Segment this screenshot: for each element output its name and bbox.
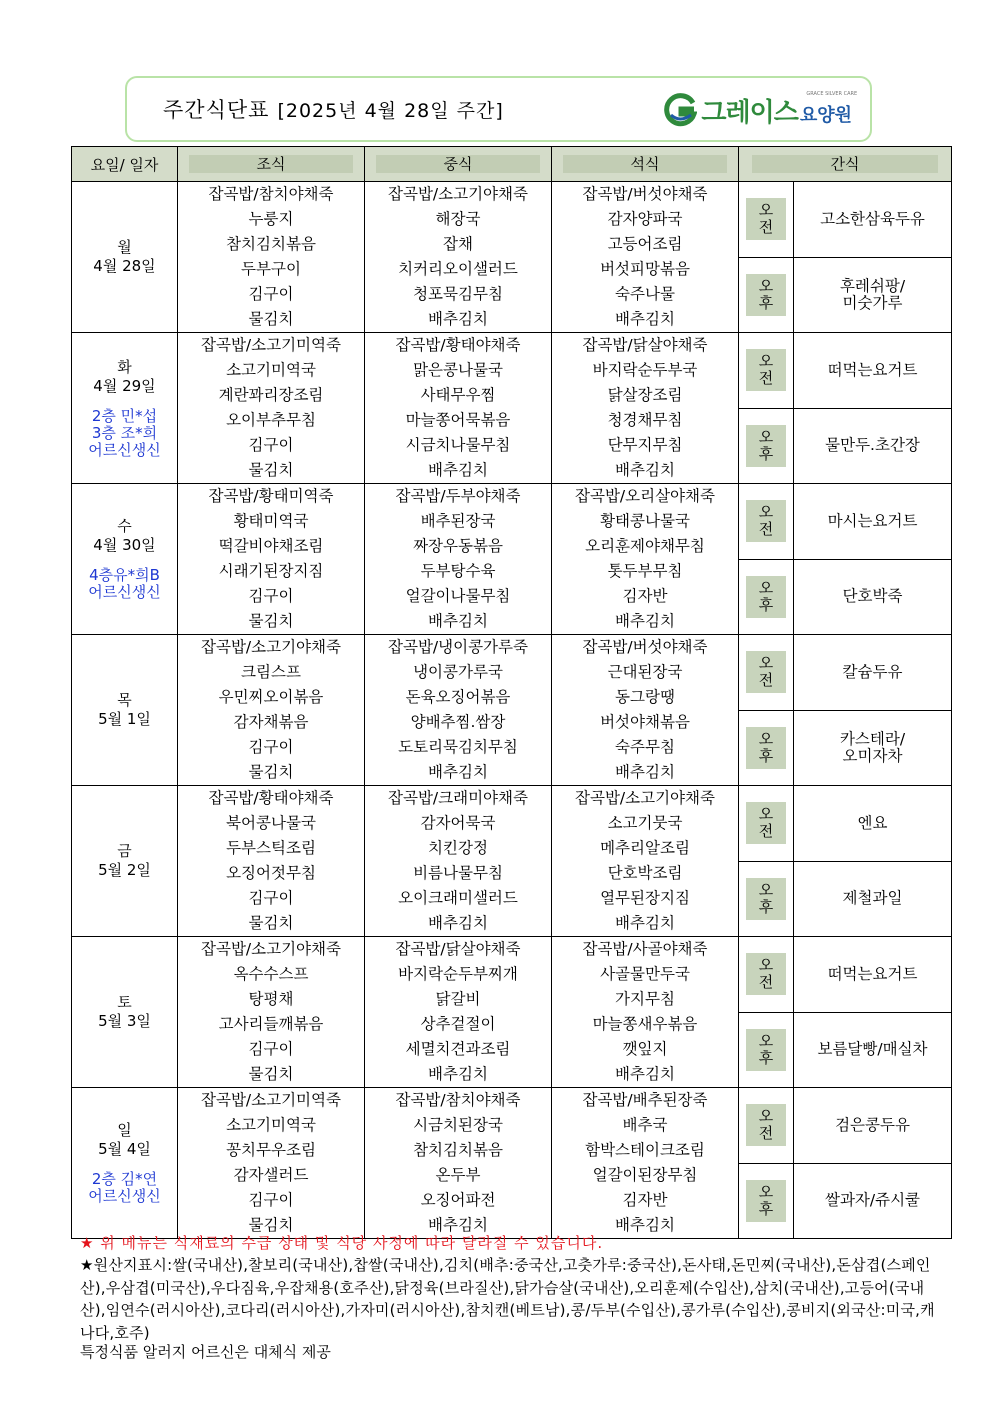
breakfast-item: 북어콩나물국	[226, 814, 316, 832]
day-cell	[72, 333, 178, 484]
notice: ★ 위 메뉴는 식재료의 수급 상태 및 식당 사정에 따라 달라질 수 있습니다.	[80, 1234, 604, 1252]
breakfast-item: 고사리들깨볶음	[218, 1015, 324, 1033]
breakfast-item: 물김치	[248, 612, 294, 630]
lunch-item: 해장국	[435, 210, 481, 228]
breakfast-item: 물김치	[248, 461, 294, 479]
time-pm-label: 오 후	[746, 1029, 786, 1071]
breakfast-cell	[178, 786, 365, 937]
time-am-label: 오 전	[746, 802, 786, 844]
title-box	[125, 76, 872, 142]
title-main: 주간식단표	[163, 98, 270, 122]
breakfast-cell	[178, 182, 365, 333]
title-week: [2025년 4월 28일 주간]	[277, 100, 504, 122]
breakfast-item: 감자채볶음	[233, 713, 309, 731]
dinner-item: 배추김치	[615, 612, 675, 630]
dinner-cell	[552, 333, 739, 484]
dinner-cell	[552, 635, 739, 786]
lunch-item: 냉이콩가루국	[413, 663, 503, 681]
header-breakfast	[178, 147, 365, 182]
day-date: 4월 28일	[93, 257, 156, 275]
time-am-cell	[739, 182, 794, 258]
dinner-item: 얼갈이된장무침	[592, 1166, 698, 1184]
lunch-item: 비름나물무침	[413, 864, 503, 882]
dinner-item: 동그랑땡	[615, 688, 675, 706]
lunch-cell	[365, 484, 552, 635]
time-pm-cell	[739, 559, 794, 635]
breakfast-item: 시래기된장지짐	[218, 562, 324, 580]
lunch-cell	[365, 333, 552, 484]
dinner-item: 배추국	[622, 1116, 668, 1134]
lunch-item: 잡곡밥/참치야채죽	[395, 1091, 521, 1109]
snack-am: 떠먹는요거트	[794, 937, 952, 1013]
breakfast-item: 참치김치볶음	[226, 235, 316, 253]
day-name: 화	[117, 357, 132, 376]
header-snack-label: 간식	[752, 155, 939, 173]
snack-pm: 카스테라/ 오미자차	[794, 710, 952, 786]
lunch-item: 잡곡밥/황태야채죽	[395, 336, 521, 354]
time-pm-label: 오 후	[746, 274, 786, 316]
breakfast-item: 물김치	[248, 763, 294, 781]
header-lunch-label: 중식	[376, 155, 540, 173]
lunch-item: 얼갈이나물무침	[405, 587, 511, 605]
breakfast-item: 잡곡밥/황태미역죽	[208, 487, 334, 505]
time-am-cell	[739, 635, 794, 711]
breakfast-item: 김구이	[248, 285, 294, 303]
dinner-item: 오리훈제야채무침	[585, 537, 705, 555]
snack-am: 칼슘두유	[794, 635, 952, 711]
lunch-cell	[365, 786, 552, 937]
lunch-cell	[365, 1088, 552, 1239]
breakfast-item: 잡곡밥/소고기미역죽	[201, 336, 341, 354]
day-name: 토	[117, 993, 132, 1011]
birthday-note: 2층 민*섭 3층 조*희 어르신생신	[88, 406, 161, 459]
lunch-item: 잡곡밥/소고기야채죽	[388, 185, 528, 203]
breakfast-item: 오징어젓무침	[226, 864, 316, 882]
day-name: 수	[117, 517, 132, 535]
dinner-item: 마늘쫑새우볶음	[592, 1015, 698, 1033]
lunch-item: 돈육오징어볶음	[405, 688, 511, 706]
breakfast-item: 소고기미역국	[226, 1116, 316, 1134]
snack-am: 고소한삼육두유	[794, 182, 952, 258]
dinner-item: 바지락순두부국	[592, 361, 698, 379]
time-am-cell	[739, 786, 794, 862]
logo-sub: 요양원	[799, 104, 852, 126]
lunch-item: 치커리오이샐러드	[398, 260, 518, 278]
dinner-cell	[552, 937, 739, 1088]
day-row-am	[72, 1088, 952, 1164]
header-dinner-label: 석식	[563, 155, 727, 173]
time-pm-label: 오 후	[746, 727, 786, 769]
dinner-item: 김자반	[622, 1191, 668, 1209]
day-name: 일	[117, 1121, 132, 1139]
lunch-item: 잡곡밥/두부야채죽	[395, 487, 521, 505]
snack-pm: 물만두.초간장	[794, 408, 952, 484]
lunch-item: 오이크래미샐러드	[398, 889, 518, 907]
dinner-item: 숙주나물	[615, 285, 675, 303]
day-cell	[72, 635, 178, 786]
dinner-item: 배추김치	[615, 914, 675, 932]
logo	[663, 90, 858, 130]
breakfast-item: 잡곡밥/소고기야채죽	[201, 638, 341, 656]
day-date: 5월 4일	[98, 1140, 151, 1158]
snack-am: 마시는요거트	[794, 484, 952, 560]
lunch-cell	[365, 182, 552, 333]
breakfast-item: 우민찌오이볶음	[218, 688, 324, 706]
time-am-cell	[739, 333, 794, 409]
time-pm-cell	[739, 710, 794, 786]
day-name: 월	[117, 238, 132, 256]
time-am-label: 오 전	[746, 198, 786, 240]
logo-text	[701, 90, 858, 129]
breakfast-item: 누룽지	[248, 210, 294, 228]
day-date: 5월 3일	[98, 1012, 151, 1030]
breakfast-item: 크림스프	[241, 663, 301, 681]
lunch-item: 사태무우찜	[420, 386, 496, 404]
dinner-item: 숙주무침	[615, 738, 675, 756]
breakfast-item: 두부스틱조림	[226, 839, 316, 857]
breakfast-item: 옥수수스프	[233, 965, 309, 983]
day-date: 4월 29일	[93, 376, 156, 395]
dinner-item: 근대된장국	[607, 663, 683, 681]
snack-am: 엔요	[794, 786, 952, 862]
logo-name: 그레이스	[701, 97, 798, 128]
time-pm-label: 오 후	[746, 425, 786, 467]
day-row-am	[72, 333, 952, 409]
time-pm-label: 오 후	[746, 576, 786, 618]
breakfast-item: 물김치	[248, 1216, 294, 1234]
time-am-cell	[739, 937, 794, 1013]
day-cell	[72, 1088, 178, 1239]
breakfast-cell	[178, 1088, 365, 1239]
menu-body	[72, 182, 952, 1239]
lunch-item: 잡곡밥/닭살야채죽	[395, 940, 521, 958]
dinner-cell	[552, 1088, 739, 1239]
day-row-am	[72, 635, 952, 711]
time-am-label: 오 전	[746, 953, 786, 995]
dinner-item: 메추리알조림	[600, 839, 690, 857]
birthday-note: 2층 김*연 어르신생신	[88, 1170, 161, 1205]
breakfast-item: 김구이	[248, 587, 294, 605]
dinner-item: 깻잎지	[622, 1040, 668, 1058]
dinner-item: 고등어조림	[607, 235, 683, 253]
dinner-item: 황태콩나물국	[600, 512, 690, 530]
breakfast-item: 황태미역국	[233, 512, 309, 530]
dinner-item: 잡곡밥/소고기야채죽	[575, 789, 715, 807]
breakfast-item: 떡갈비야채조림	[218, 537, 324, 555]
dinner-item: 가지무침	[615, 990, 675, 1008]
lunch-item: 온두부	[435, 1166, 481, 1184]
lunch-cell	[365, 635, 552, 786]
breakfast-cell	[178, 635, 365, 786]
snack-pm: 쌀과자/쥬시쿨	[794, 1163, 952, 1239]
breakfast-item: 김구이	[248, 738, 294, 756]
allergy-note: 특정식품 알러지 어르신은 대체식 제공	[80, 1343, 331, 1361]
time-pm-cell	[739, 861, 794, 937]
time-am-label: 오 전	[746, 349, 786, 391]
dinner-item: 배추김치	[615, 310, 675, 328]
day-cell	[72, 937, 178, 1088]
dinner-cell	[552, 786, 739, 937]
dinner-item: 감자양파국	[607, 210, 683, 228]
lunch-item: 시금치된장국	[413, 1116, 503, 1134]
lunch-item: 잡곡밥/크래미야채죽	[388, 789, 528, 807]
breakfast-item: 물김치	[248, 1065, 294, 1083]
dinner-item: 사골물만두국	[600, 965, 690, 983]
dinner-item: 잡곡밥/사골야채죽	[582, 940, 708, 958]
logo-tagline: GRACE SILVER CARE	[806, 90, 858, 97]
time-pm-label: 오 후	[746, 1180, 786, 1222]
time-pm-cell	[739, 1012, 794, 1088]
dinner-item: 잡곡밥/오리살야채죽	[575, 487, 715, 505]
lunch-item: 배추김치	[428, 1216, 488, 1234]
dinner-item: 버섯야채볶음	[600, 713, 690, 731]
lunch-item: 치킨강정	[428, 839, 488, 857]
breakfast-cell	[178, 333, 365, 484]
breakfast-item: 물김치	[248, 914, 294, 932]
time-pm-cell	[739, 408, 794, 484]
time-am-label: 오 전	[746, 1104, 786, 1146]
lunch-cell	[365, 937, 552, 1088]
header-snack	[739, 147, 952, 182]
breakfast-cell	[178, 937, 365, 1088]
lunch-item: 시금치나물무침	[405, 436, 511, 454]
birthday-note: 4층유*희B 어르신생신	[88, 566, 161, 601]
menu-table	[71, 146, 952, 1239]
time-am-label: 오 전	[746, 651, 786, 693]
breakfast-item: 탕평채	[248, 990, 294, 1008]
lunch-item: 참치김치볶음	[413, 1141, 503, 1159]
origin-info: ★원산지표시:쌀(국내산),찰보리(국내산),찹쌀(국내산),김치(배추:중국산,고춧가루:중국산),돈사태,돈민찌(국내산),돈삼겹(스페인산),우삼겹(미국산),우다짐육,우잡채용(호주산),닭정육(브라질산),닭가슴살(국내산),오리훈제(수입산),삼치(국내산),고등어(국내산),임연수(러시아산),코다리(러시아산),가자미(러시아산),참치캔(베트남),콩/두부(수입산),콩가루(수입산),콩비지(외국산:미국,캐나다,호주)	[80, 1256, 935, 1342]
lunch-item: 잡곡밥/냉이콩가루죽	[388, 638, 528, 656]
logo-mark-icon	[663, 93, 697, 127]
day-row-am	[72, 484, 952, 560]
breakfast-item: 오이부추무침	[226, 411, 316, 429]
breakfast-item: 잡곡밥/참치야채죽	[208, 185, 334, 203]
dinner-item: 배추김치	[615, 1065, 675, 1083]
day-name: 금	[117, 842, 132, 860]
breakfast-item: 잡곡밥/소고기미역죽	[201, 1091, 341, 1109]
dinner-item: 잡곡밥/버섯야채죽	[582, 185, 708, 203]
day-cell	[72, 484, 178, 635]
lunch-item: 배추김치	[428, 1065, 488, 1083]
dinner-item: 배추김치	[615, 1216, 675, 1234]
breakfast-item: 잡곡밥/소고기야채죽	[201, 940, 341, 958]
breakfast-cell	[178, 484, 365, 635]
snack-pm: 단호박죽	[794, 559, 952, 635]
lunch-item: 감자어묵국	[420, 814, 496, 832]
breakfast-item: 꽁치무우조림	[226, 1141, 316, 1159]
lunch-item: 배추된장국	[420, 512, 496, 530]
lunch-item: 짜장우동볶음	[413, 537, 503, 555]
dinner-item: 김자반	[622, 587, 668, 605]
day-name: 목	[117, 691, 132, 709]
dinner-item: 청경채무침	[607, 411, 683, 429]
lunch-item: 바지락순두부찌개	[398, 965, 518, 983]
snack-pm: 보름달빵/매실차	[794, 1012, 952, 1088]
day-cell	[72, 182, 178, 333]
lunch-item: 도토리묵김치무침	[398, 738, 518, 756]
lunch-item: 배추김치	[428, 612, 488, 630]
breakfast-item: 소고기미역국	[226, 361, 316, 379]
dinner-item: 열무된장지짐	[600, 889, 690, 907]
time-pm-label: 오 후	[746, 878, 786, 920]
snack-pm: 후레쉬팡/ 미숫가루	[794, 257, 952, 333]
time-am-cell	[739, 484, 794, 560]
dinner-item: 배추김치	[615, 763, 675, 781]
time-am-label: 오 전	[746, 500, 786, 542]
dinner-item: 단무지무침	[607, 436, 683, 454]
breakfast-item: 잡곡밥/황태야채죽	[208, 789, 334, 807]
lunch-item: 청포묵김무침	[413, 285, 503, 303]
breakfast-item: 김구이	[248, 889, 294, 907]
dinner-item: 함박스테이크조림	[585, 1141, 705, 1159]
day-cell	[72, 786, 178, 937]
lunch-item: 세멸치견과조림	[405, 1040, 511, 1058]
time-am-cell	[739, 1088, 794, 1164]
page-title	[163, 94, 504, 124]
snack-am: 떠먹는요거트	[794, 333, 952, 409]
header-dinner	[552, 147, 739, 182]
dinner-item: 소고기뭇국	[607, 814, 683, 832]
header-row	[72, 147, 952, 182]
dinner-item: 닭살장조림	[607, 386, 683, 404]
dinner-item: 잡곡밥/버섯야채죽	[582, 638, 708, 656]
lunch-item: 배추김치	[428, 914, 488, 932]
day-row-am	[72, 182, 952, 258]
day-row-am	[72, 786, 952, 862]
breakfast-item: 계란꽈리장조림	[218, 386, 324, 404]
dinner-item: 잡곡밥/배추된장죽	[582, 1091, 708, 1109]
lunch-item: 잡채	[443, 235, 473, 253]
lunch-item: 배추김치	[428, 763, 488, 781]
lunch-item: 배추김치	[428, 310, 488, 328]
breakfast-item: 김구이	[248, 436, 294, 454]
dinner-item: 톳두부무침	[607, 562, 683, 580]
day-row-am	[72, 937, 952, 1013]
header-lunch	[365, 147, 552, 182]
time-pm-cell	[739, 257, 794, 333]
time-pm-cell	[739, 1163, 794, 1239]
header-day: 요일/ 일자	[72, 147, 178, 182]
breakfast-item: 물김치	[248, 310, 294, 328]
lunch-item: 오징어파전	[420, 1191, 496, 1209]
lunch-item: 닭갈비	[435, 990, 481, 1008]
dinner-cell	[552, 182, 739, 333]
day-date: 5월 2일	[98, 861, 151, 879]
breakfast-item: 두부구이	[241, 260, 301, 278]
breakfast-item: 감자샐러드	[233, 1166, 309, 1184]
dinner-item: 배추김치	[615, 461, 675, 479]
day-date: 4월 30일	[93, 536, 156, 554]
lunch-item: 맑은콩나물국	[413, 361, 503, 379]
lunch-item: 배추김치	[428, 461, 488, 479]
dinner-item: 버섯피망볶음	[600, 260, 690, 278]
header-breakfast-label: 조식	[189, 155, 353, 173]
dinner-cell	[552, 484, 739, 635]
snack-pm: 제철과일	[794, 861, 952, 937]
lunch-item: 두부탕수육	[420, 562, 496, 580]
dinner-item: 잡곡밥/닭살야채죽	[582, 336, 708, 354]
lunch-item: 상추겉절이	[420, 1015, 496, 1033]
dinner-item: 단호박조림	[607, 864, 683, 882]
snack-am: 검은콩두유	[794, 1088, 952, 1164]
breakfast-item: 김구이	[248, 1191, 294, 1209]
lunch-item: 마늘쫑어묵볶음	[405, 411, 511, 429]
breakfast-item: 김구이	[248, 1040, 294, 1058]
lunch-item: 양배추찜.쌈장	[410, 713, 506, 731]
day-date: 5월 1일	[98, 710, 151, 728]
